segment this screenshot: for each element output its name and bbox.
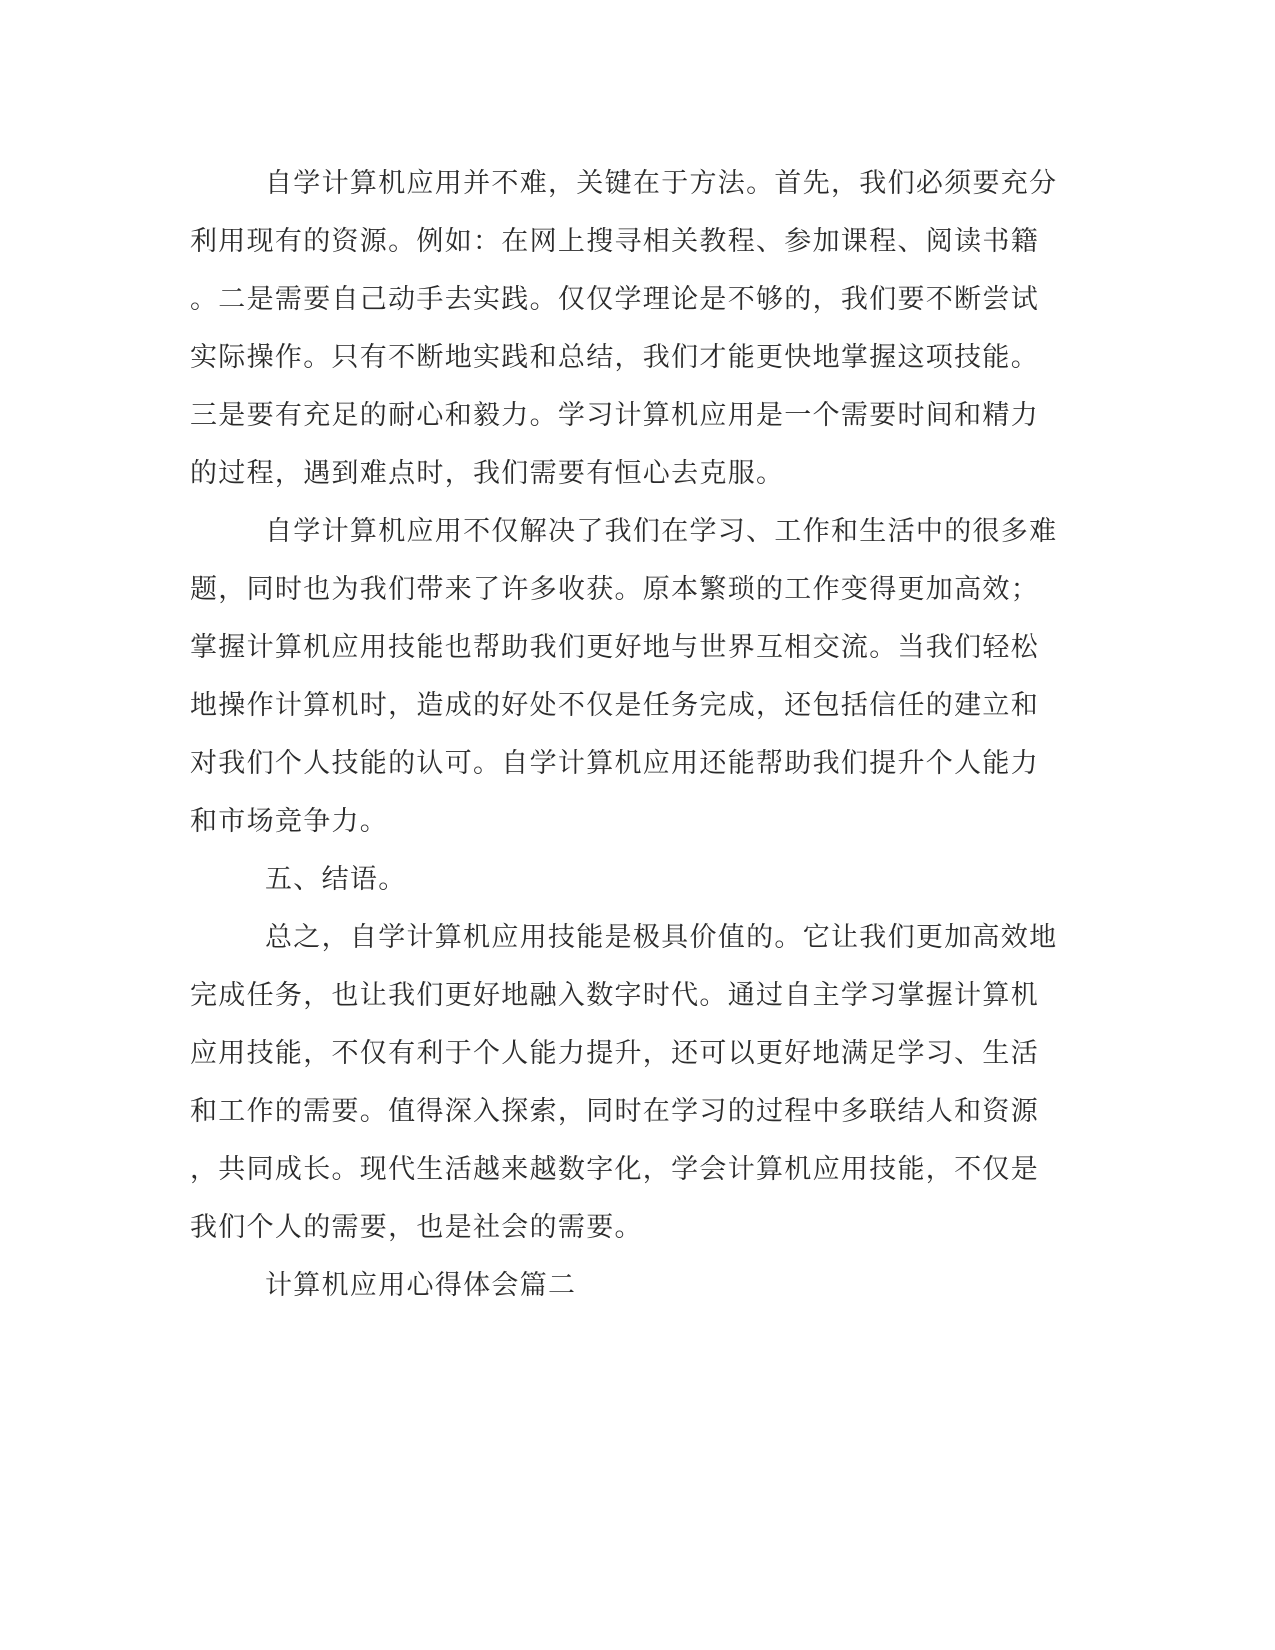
paragraph-2-line-6: 和市场竞争力。	[190, 806, 389, 837]
paragraph-2-line-2: 题，同时也为我们带来了许多收获。原本繁琐的工作变得更加高效；	[190, 574, 1039, 605]
paragraph-2-line-1: 自学计算机应用不仅解决了我们在学习、工作和生活中的很多难	[265, 516, 1058, 547]
paragraph-2-line-5: 对我们个人技能的认可。自学计算机应用还能帮助我们提升个人能力	[190, 748, 1039, 779]
paragraph-2-line-4: 地操作计算机时，造成的好处不仅是任务完成，还包括信任的建立和	[190, 690, 1039, 721]
paragraph-1-line-4: 实际操作。只有不断地实践和总结，我们才能更快地掌握这项技能。	[190, 342, 1039, 373]
paragraph-3-line-5: ，共同成长。现代生活越来越数字化，学会计算机应用技能，不仅是	[190, 1154, 1039, 1185]
paragraph-3-line-1: 总之，自学计算机应用技能是极具价值的。它让我们更加高效地	[265, 922, 1058, 953]
paragraph-1-line-5: 三是要有充足的耐心和毅力。学习计算机应用是一个需要时间和精力	[190, 400, 1039, 431]
paragraph-1-line-6: 的过程，遇到难点时，我们需要有恒心去克服。	[190, 458, 785, 489]
paragraph-3-line-2: 完成任务，也让我们更好地融入数字时代。通过自主学习掌握计算机	[190, 980, 1039, 1011]
paragraph-3-line-6: 我们个人的需要，也是社会的需要。	[190, 1212, 643, 1243]
section-heading: 五、结语。	[265, 864, 407, 895]
paragraph-3-line-3: 应用技能，不仅有利于个人能力提升，还可以更好地满足学习、生活	[190, 1038, 1039, 1069]
paragraph-3-line-4: 和工作的需要。值得深入探索，同时在学习的过程中多联结人和资源	[190, 1096, 1039, 1127]
paragraph-1-line-1: 自学计算机应用并不难，关键在于方法。首先，我们必须要充分	[265, 168, 1058, 199]
paragraph-1-line-2: 利用现有的资源。例如：在网上搜寻相关教程、参加课程、阅读书籍	[190, 226, 1039, 257]
paragraph-2-line-3: 掌握计算机应用技能也帮助我们更好地与世界互相交流。当我们轻松	[190, 632, 1039, 663]
paragraph-1-line-3: 。二是需要自己动手去实践。仅仅学理论是不够的，我们要不断尝试	[190, 284, 1039, 315]
article-title-part-two: 计算机应用心得体会篇二	[265, 1270, 577, 1301]
